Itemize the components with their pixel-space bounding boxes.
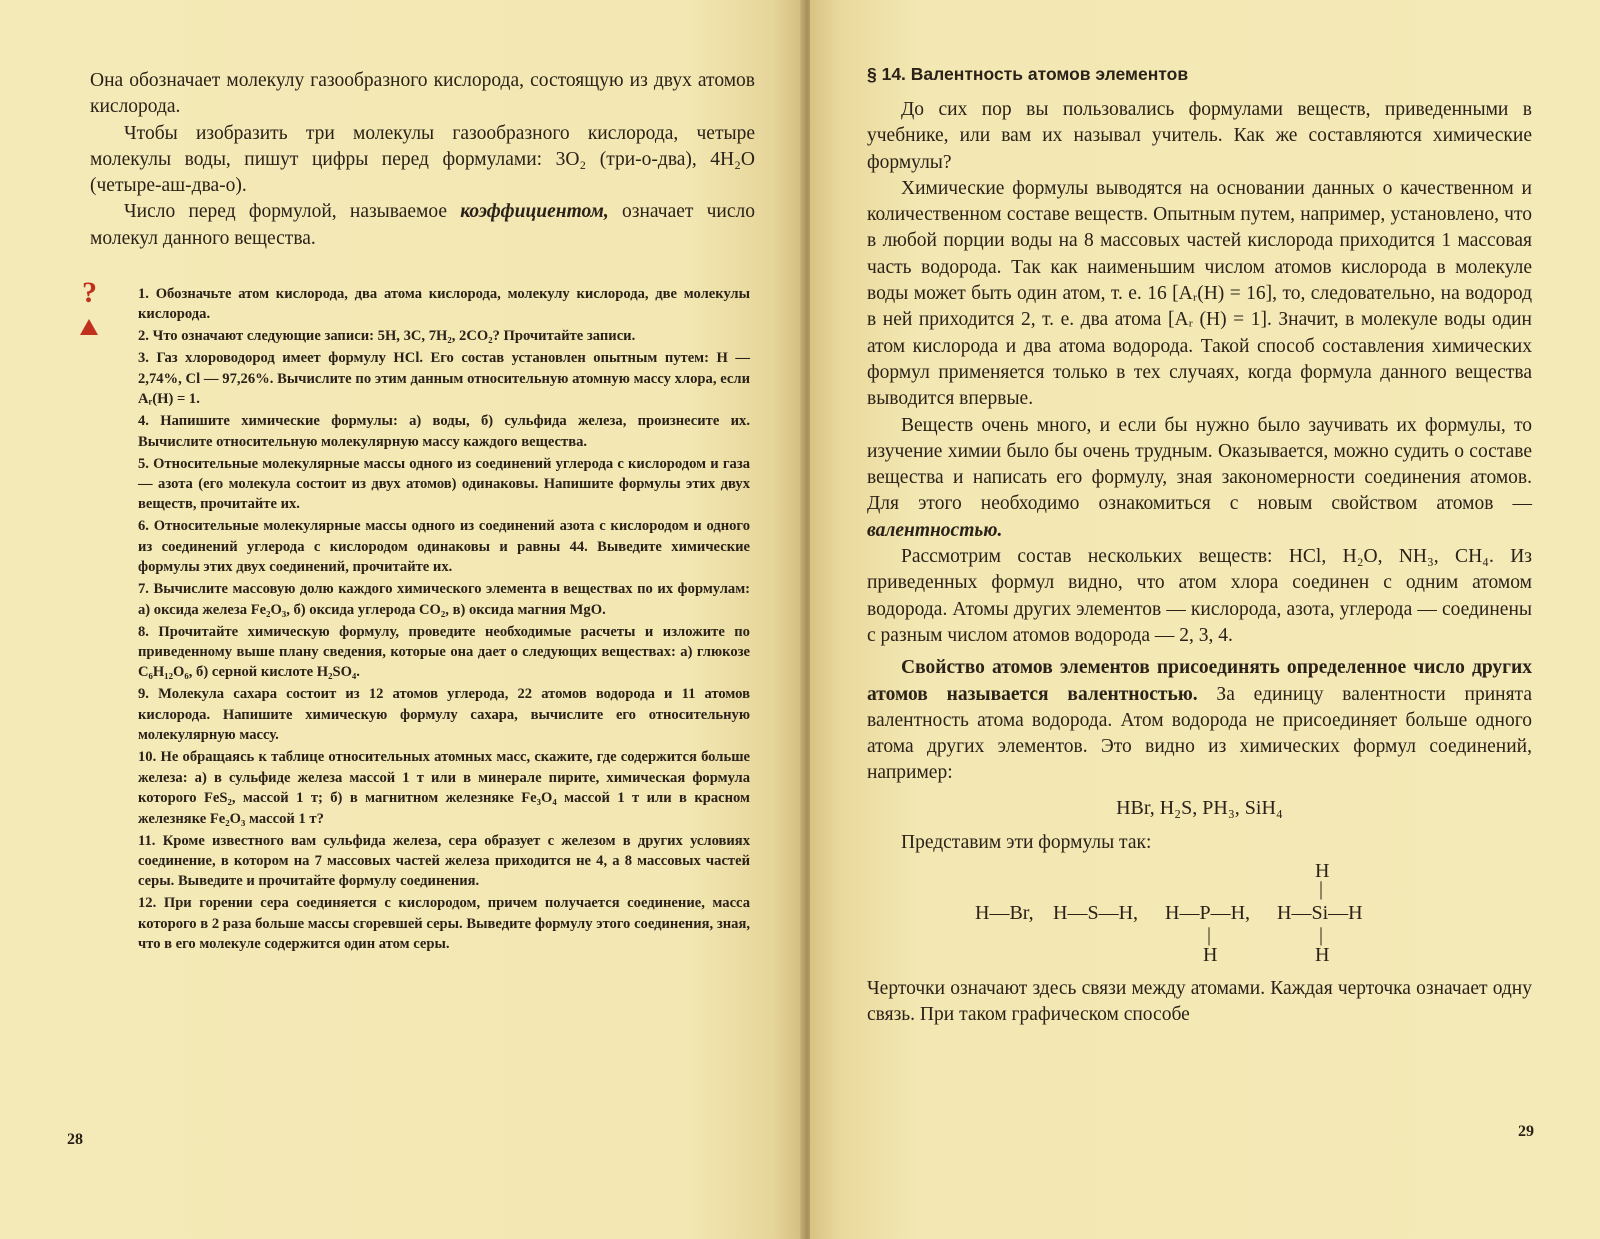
question-item <box>138 747 750 829</box>
question-number: 12. <box>138 895 157 912</box>
question-text: Газ хлороводород имеет формулу HCl. Его состав установлен опытным путем: H — 2,74%, Cl — 97,26%. Вычислите по этим данным относительную атомную массу хлора, если Aᵣ(H) = 1. <box>138 350 750 408</box>
question-text: Что означают следующие записи: 5H, 3C, 7H₂, 2CO₂? Прочитайте записи. <box>152 328 636 345</box>
paragraph: Рассмотрим состав нескольких веществ: HCl, H₂O, NH₃, CH₄. Из приведенных формул видно, что атом хлора соединен с одним атомом водорода. Атомы других элементов — кислорода, азота, углерода — соединены с разным числом атомов водорода — 2, 3, 4. <box>867 546 1532 646</box>
bond-line: | <box>1207 924 1212 947</box>
formula-hbr: H—Br, <box>975 902 1034 925</box>
paragraph <box>867 413 1532 544</box>
triangle-marker-icon <box>80 319 98 335</box>
question-text: Относительные молекулярные массы одного из соединений углерода с кислородом и газа — азота (его молекула состоит из двух атомов) одинаковы. Напишите формулы этих двух веществ, прочитайте их. <box>138 455 750 513</box>
paragraph <box>867 655 1532 786</box>
bond-line: | <box>1319 924 1324 947</box>
paragraph: Чтобы изобразить три молекулы газообразного кислорода, четыре молекулы воды, пишут цифры перед формулами: 3O₂ (три-о-два), 4H₂O (четыре-аш-два-о). <box>90 122 755 197</box>
paragraph: Химические формулы выводятся на основании данных о качественном и количественном составе веществ. Опытным путем, например, установлено, что в любой порции воды на 8 массовых частей кислорода приходится 1 массовая часть водорода. Так как наименьшим числом атомов кислорода в молекуле воды может быть один атом, т. е. 16 [Aᵣ(H) = 16], то, следовательно, на водород в ней приходится 2, т. е. два атома [Aᵣ (H) = 1]. Значит, в молекуле воды один атом кислорода и два атома водорода. Такой способ составления химических формул применяется только в тех случаях, когда формула данного вещества выводится впервые. <box>867 177 1532 410</box>
question-text: Не обращаясь к таблице относительных атомных масс, скажите, где содержится больше железа: а) в сульфиде железа массой 1 т или в минерале пирите, химическая формула которого FeS₂, массой 1 т; б) в магнитном железняке Fe₃O₄ массой 1 т или в красном железняке Fe₂O₃ массой 1 т? <box>138 749 750 827</box>
question-mark-icon: ? <box>82 276 97 309</box>
left-page-text <box>90 68 755 252</box>
question-item <box>138 284 750 325</box>
text-run: За единицу валентности принята валентность атома водорода. Атом водорода не присоединяет больше одного атома других элементов. Это видно из химических формул соединений, например: <box>867 683 1532 784</box>
paragraph: Она обозначает молекулу газообразного кислорода, состоящую из двух атомов кислорода. <box>90 70 755 118</box>
question-number: 2. <box>138 328 149 345</box>
atom-label: H <box>1315 860 1330 883</box>
question-text: Вычислите массовую долю каждого химического элемента в веществах по их формулам: а) оксида железа Fe₂O₃, б) оксида углерода CO₂, в) оксида магния MgO. <box>138 581 751 618</box>
question-item <box>138 684 750 745</box>
question-item <box>138 516 750 577</box>
question-text: Кроме известного вам сульфида железа, сера образует с железом в других условиях соединение, в котором на 7 массовых частей железа приходится не 4, а 8 массовых частей серы. Выведите и прочитайте формулу соединения. <box>138 832 751 890</box>
question-number: 4. <box>138 413 149 430</box>
question-text: При горении сера соединяется с кислородом, причем получается соединение, масса которого в 2 раза больше массы сгоревшей серы. Выведите формулу этого соединения, зная, что в его молекуле содержится один атом серы. <box>138 895 751 953</box>
paragraph: Представим эти формулы так: <box>901 831 1152 853</box>
paragraph: До сих пор вы пользовались формулами веществ, приведенными в учебнике, или вам их называл учитель. Как же составляются химические формулы? <box>867 99 1532 173</box>
text-run: Число перед формулой, называемое <box>124 201 461 223</box>
paragraph: Черточки означают здесь связи между атомами. Каждая черточка означает одну связь. При таком графическом способе <box>867 978 1532 1026</box>
emphasized-term: валентностью. <box>867 519 1003 541</box>
question-list <box>138 284 750 956</box>
question-number: 9. <box>138 686 149 703</box>
atom-label: H <box>1315 944 1330 967</box>
question-text: Обозначьте атом кислорода, два атома кислорода, молекулу кислорода, две молекулы кислорода. <box>138 286 750 323</box>
question-number: 8. <box>138 623 149 640</box>
definition-text: Свойство атомов элементов присоединять определенное число других атомов называется валентностью. <box>867 657 1532 705</box>
formula-sih4: H—Si—H <box>1277 902 1363 925</box>
question-number: 6. <box>138 518 149 535</box>
question-item <box>138 348 750 409</box>
text-run: означает число молекул данного вещества. <box>90 201 755 249</box>
formula-ph3: H—P—H, <box>1165 902 1251 925</box>
paragraph <box>90 199 755 252</box>
question-item <box>138 622 750 683</box>
right-page-text <box>867 64 1532 1029</box>
question-item <box>138 326 750 346</box>
question-text: Напишите химические формулы: а) воды, б) сульфида железа, произнесите их. Вычислите относительную молекулярную массу каждого вещества. <box>138 413 750 450</box>
page-number: 29 <box>1518 1123 1534 1140</box>
question-number: 7. <box>138 581 149 598</box>
question-text: Молекула сахара состоит из 12 атомов углерода, 22 атомов водорода и 11 атомов кислорода. Напишите химическую формулу сахара, вычислите его относительную молекулярную массу. <box>138 686 750 744</box>
question-item <box>138 454 750 515</box>
question-number: 5. <box>138 455 149 472</box>
question-number: 11. <box>138 832 156 849</box>
question-number: 1. <box>138 286 149 302</box>
text-run: Веществ очень много, и если бы нужно было заучивать их формулы, то изучение химии было бы очень трудным. Оказывается, можно судить о составе вещества и написать его формулу, зная закономерности соединения атомов. Для этого необходимо ознакомиться с новым свойством атомов — <box>867 414 1532 515</box>
structural-formulas <box>867 860 1532 970</box>
emphasized-term: коэффициентом, <box>460 201 609 223</box>
question-text: Прочитайте химическую формулу, проведите необходимые расчеты и изложите по приведенному выше плану сведения, которые она дает о следующих веществах: а) глюкозе C₆H₁₂O₆, б) серной кислоте H₂SO₄. <box>138 623 750 681</box>
question-item <box>138 831 750 892</box>
question-text: Относительные молекулярные массы одного из соединений азота с кислородом и одного из соединений углерода с кислородом одинаковы и равны 44. Выведите химические формулы этих двух соединений, прочитайте их. <box>138 518 750 576</box>
atom-label: H <box>1203 944 1218 967</box>
bond-line: | <box>1319 878 1324 901</box>
question-number: 3. <box>138 350 149 367</box>
question-item <box>138 579 750 620</box>
formula-h2s: H—S—H, <box>1053 902 1139 925</box>
question-number: 10. <box>138 749 157 766</box>
section-heading: § 14. Валентность атомов элементов <box>867 64 1189 84</box>
question-item <box>138 411 750 452</box>
question-item <box>138 893 750 954</box>
page-number: 28 <box>67 1131 83 1148</box>
formula-line: HBr, H₂S, PH₃, SiH₄ <box>1116 796 1283 819</box>
